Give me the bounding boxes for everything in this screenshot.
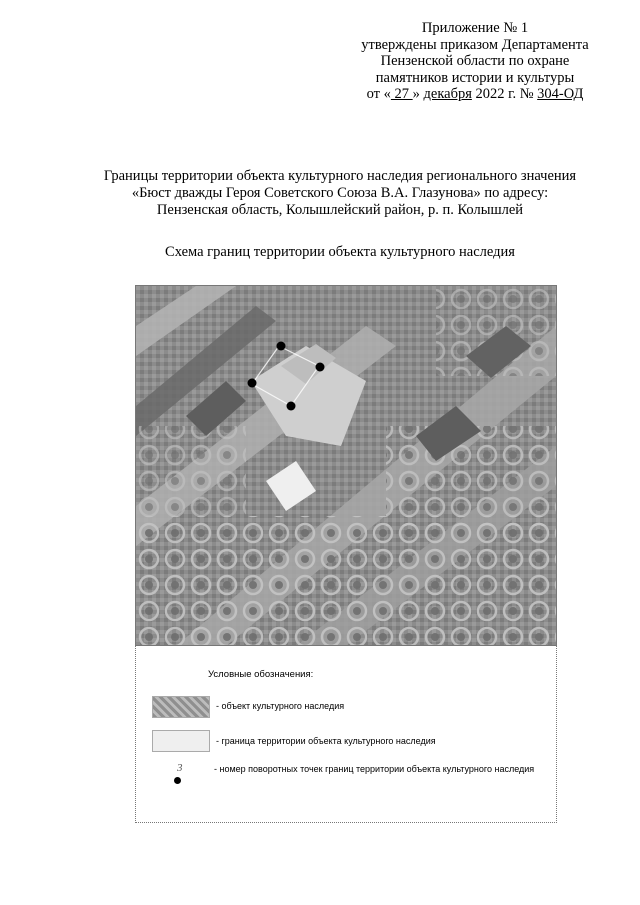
map-image [136, 286, 556, 646]
legend-item-object [152, 696, 344, 718]
scheme-subtitle: Схема границ территории объекта культурного наследия [165, 244, 515, 260]
legend-item-label: - номер поворотных точек границ территории объекта культурного наследия [214, 764, 535, 774]
legend-item-boundary [152, 730, 436, 752]
legend-item-label: - объект культурного наследия [216, 701, 345, 711]
title-line-3: Пензенская область, Колышлейский район, р. п. Колышлей [156, 202, 524, 218]
point-number-sample: 3 [177, 762, 183, 774]
point-dot-icon [174, 777, 181, 784]
appendix-approved: утверждены приказом Департамента [361, 36, 589, 53]
turning-point-swatch [152, 762, 208, 786]
title-line-2: «Бюст дважды Героя Советского Союза В.А. Глазунова» по адресу: [131, 185, 549, 201]
appendix-block [330, 20, 620, 103]
appendix-department-2: памятников истории и культуры [375, 69, 575, 86]
legend-title: Условные обозначения: [208, 669, 314, 680]
boundary-map [135, 285, 557, 647]
title-line-1: Границы территории объекта культурного наследия регионального значения [103, 168, 577, 184]
appendix-title: Приложение № 1 [421, 20, 529, 36]
legend [135, 645, 557, 823]
legend-item-label: - граница территории объекта культурного наследия [216, 736, 436, 746]
order-month: декабря [423, 86, 472, 102]
legend-item-points [152, 762, 544, 786]
heritage-object-swatch [152, 696, 210, 718]
order-day: 27 [390, 86, 413, 102]
document-title [40, 168, 640, 219]
boundary-swatch [152, 730, 210, 752]
order-number: 304-ОД [537, 86, 584, 102]
appendix-date-line: от « 27 » декабря 2022 г. № 304-ОД [366, 86, 584, 102]
appendix-department: Пензенской области по охране [380, 53, 570, 69]
